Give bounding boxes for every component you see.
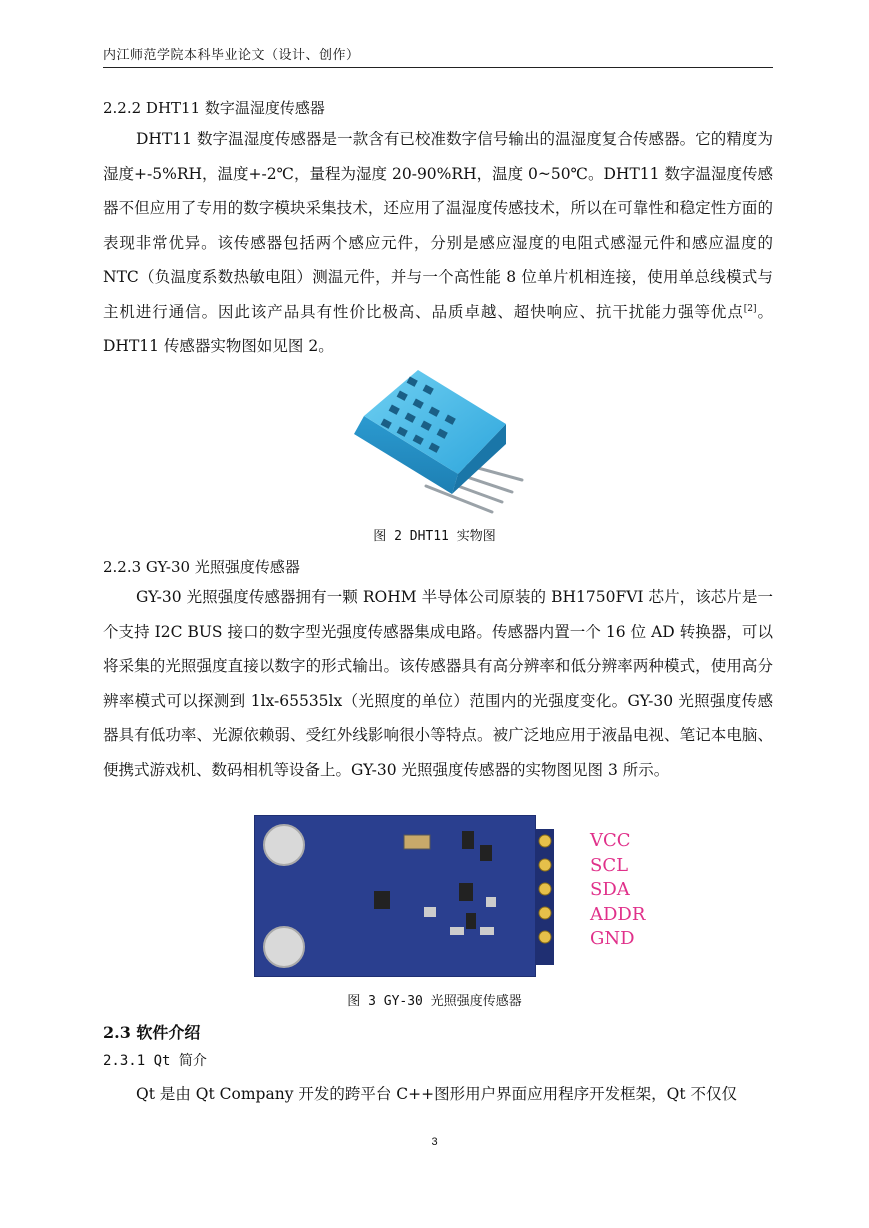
heading-2-3: 2.3 软件介绍 — [103, 1023, 201, 1042]
pin-label-addr: ADDR — [590, 903, 646, 925]
paragraph-dht11-end: 。DHT11 传感器实物图如见图 2。 — [103, 302, 773, 355]
page-number: 3 — [431, 1136, 438, 1148]
figure-2-caption: 图 2 DHT11 实物图 — [373, 529, 496, 544]
paragraph-dht11 — [103, 122, 773, 364]
pin-label-vcc: VCC — [590, 830, 631, 851]
paragraph-qt: Qt 是由 Qt Company 开发的跨平台 C++图形用户界面应用程序开发框架，Qt 不仅仅 — [136, 1085, 737, 1103]
heading-2-3-1: 2.3.1 Qt 简介 — [103, 1053, 207, 1069]
header-rule — [103, 67, 773, 68]
running-header: 内江师范学院本科毕业论文（设计、创作） — [103, 48, 360, 63]
heading-2-2-2: 2.2.2 DHT11 数字温湿度传感器 — [103, 99, 325, 117]
gy30-board — [254, 815, 634, 977]
pin-label-sda: SDA — [590, 879, 630, 900]
figure-3-caption: 图 3 GY-30 光照强度传感器 — [347, 994, 522, 1009]
pin-labels — [590, 829, 645, 952]
pin-label-scl: SCL — [590, 854, 629, 876]
paragraph-gy30: GY-30 光照强度传感器拥有一颗 ROHM 半导体公司原装的 BH1750FVI 芯片，该芯片是一个支持 I2C BUS 接口的数字型光强度传感器集成电路。传感器内置一个 16 位 AD 转换器，可以将采集的光照强度直接以数字的形式输出。该传感器具有高分辨率和低分辨率两种模式，使用高分辨率模式可以探测到 1lx-65535lx（光照度的单位）范围内的光强度变化。GY-30 光照强度传感器具有低功率、光源依赖弱、受红外线影响很小等特点。被广泛地应用于液晶电视、笔记本电脑、便携式游戏机、数码相机等设备上。GY-30 光照强度传感器的实物图见图 3 所示。 — [103, 588, 773, 779]
paragraph-dht11-text: DHT11 数字温湿度传感器是一款含有已校准数字信号输出的温湿度复合传感器。它的精度为湿度+-5%RH，温度+-2℃，量程为湿度 20-90%RH，温度 0~50℃。DHT11 数字温湿度传感器不但应用了专用的数字模块采集技术，还应用了温湿度传感技术，所以在可靠性和稳定性方面的表现非常优异。该传感器包括两个感应元件，分别是感应湿度的电阻式感湿元件和感应温度的 NTC（负温度系数热敏电阻）测温元件，并与一个高性能 8 位单片机相连接，使用单总线模式与主机进行通信。因此该产品具有性价比极高、品质卓越、超快响应、抗干扰能力强等优点 — [103, 130, 773, 321]
citation-2: [2] — [743, 303, 757, 314]
dht11-photo — [346, 362, 536, 518]
gy30-photo — [254, 815, 646, 977]
heading-2-2-3: 2.2.3 GY-30 光照强度传感器 — [103, 558, 300, 576]
pin-label-gnd: GND — [590, 928, 635, 949]
